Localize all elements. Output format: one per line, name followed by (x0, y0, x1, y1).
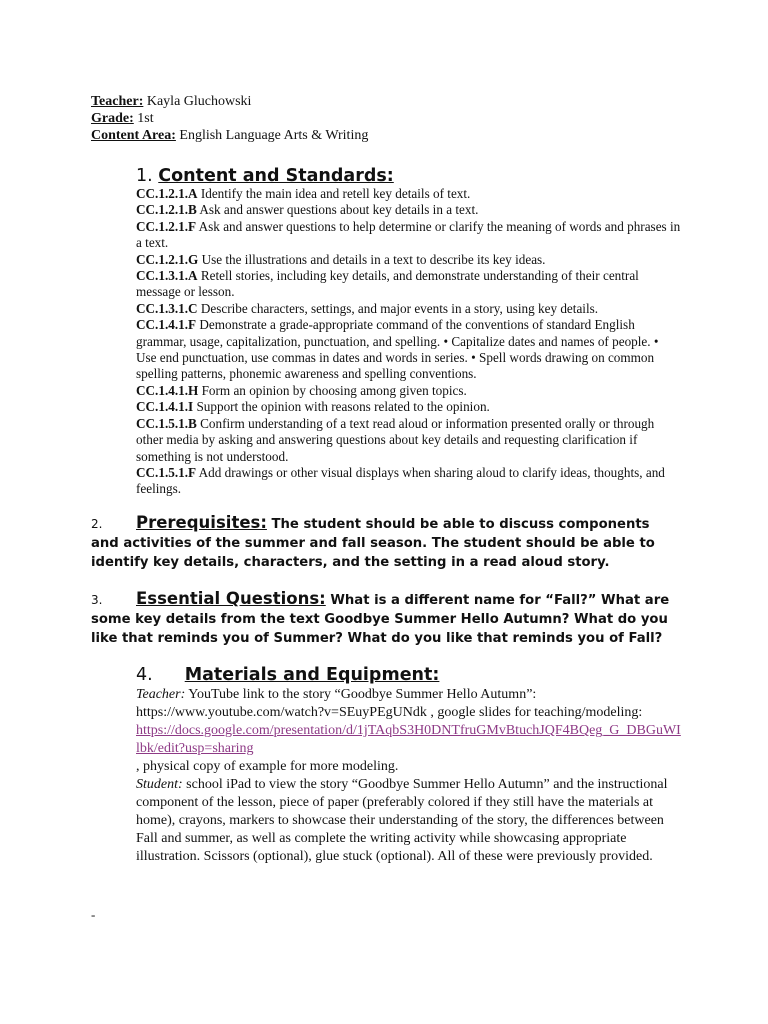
standard-code: CC.1.5.1.B (136, 415, 197, 431)
section-3-number: 3. (91, 593, 103, 607)
standard-code: CC.1.2.1.B (136, 202, 197, 218)
section-3-title: Essential Questions: (136, 589, 326, 608)
standard-code: CC.1.2.1.F (136, 218, 197, 234)
standard-item (136, 465, 681, 498)
section-4-title: Materials and Equipment: (184, 665, 440, 685)
teacher-line (91, 93, 368, 110)
section-2-number: 2. (91, 517, 103, 531)
materials-body (136, 686, 681, 866)
standard-text: Identify the main idea and retell key details of text. (197, 186, 471, 201)
student-materials (136, 776, 681, 866)
standard-code: CC.1.3.1.C (136, 300, 198, 316)
standard-code: CC.1.4.1.H (136, 382, 199, 398)
standard-item (136, 219, 681, 252)
standard-text: Support the opinion with reasons related to the opinion. (193, 399, 490, 415)
standard-code: CC.1.4.1.I (136, 399, 194, 415)
standard-text: Ask and answer questions to help determine or clarify the meaning of words and phrases in a text. (136, 218, 681, 251)
google-slides-link[interactable]: https://docs.google.com/presentation/d/1jTAqbS3H0DNTfruGMvBtuchJQF4BQeg_G_DBGuWIlbk/edit?usp=sharing (136, 723, 681, 756)
section-1-title: Content and Standards: (158, 166, 394, 186)
standard-item (136, 416, 681, 465)
section-1-heading (136, 165, 394, 187)
standard-code: CC.1.5.1.F (136, 464, 197, 480)
standard-text: Add drawings or other visual displays when sharing aloud to clarify ideas, thoughts, and feelings. (136, 464, 665, 497)
grade-line (91, 110, 368, 127)
standards-list (136, 186, 681, 498)
teacher-materials-text: YouTube link to the story “Goodbye Summer Hello Autumn”: https://www.youtube.com/watch?v=SEuyPEgUNdk , google slides for teaching/modeling: (136, 687, 643, 720)
section-4-heading (136, 664, 439, 686)
standard-item (136, 268, 681, 301)
grade-value: 1st (133, 111, 154, 126)
after-link-text: , physical copy of example for more modeling. (136, 759, 399, 774)
standard-code: CC.1.2.1.G (136, 251, 199, 267)
teacher-materials-label: Teacher: (136, 687, 186, 702)
section-3-essential-questions (91, 590, 681, 648)
footer-mark: - (91, 907, 96, 922)
teacher-materials (136, 686, 681, 776)
section-3-text: What is a different name for “Fall?” What are some key details from the text Goodbye Summer Hello Autumn? What do you like that reminds you of Summer? What do you like that reminds you of Fall? (91, 593, 670, 646)
standard-text: Demonstrate a grade-appropriate command of the conventions of standard English grammar, usage, capitalization, punctuation, and spelling. • Capitalize dates and names of people. • Use end punctuation, use commas in dates and words in series. • Spell words drawing on common spelling patterns, phonemic awareness and spelling conventions. (136, 317, 659, 382)
standard-item (136, 399, 681, 415)
section-4-number: 4. (136, 665, 153, 685)
standard-item (136, 317, 681, 383)
teacher-value: Kayla Gluchowski (143, 94, 252, 109)
standard-code: CC.1.3.1.A (136, 268, 198, 284)
content-area-line (91, 127, 368, 144)
student-materials-label: Student: (136, 777, 183, 792)
standard-item (136, 202, 681, 218)
standard-text: Ask and answer questions about key details in a text. (196, 202, 479, 218)
teacher-label: Teacher: (91, 94, 144, 109)
standard-item (136, 186, 681, 202)
standard-item (136, 252, 681, 268)
standard-text: Retell stories, including key details, and demonstrate understanding of their central message or lesson. (136, 268, 639, 300)
section-2-prerequisites (91, 514, 681, 572)
lesson-header (91, 93, 368, 144)
section-2-title: Prerequisites: (136, 513, 267, 532)
standard-code: CC.1.2.1.A (136, 186, 198, 201)
section-1-number: 1. (136, 166, 159, 186)
student-materials-text: school iPad to view the story “Goodbye Summer Hello Autumn” and the instructional component of the lesson, piece of paper (preferably colored if they still have the materials at home), crayons, markers to showcase their understanding of the story, the differences between Fall and summer, as well as complete the writing activity while showcasing appropriate illustration. Scissors (optional), glue stuck (optional). All of these were previously provided. (136, 777, 668, 864)
section-2-text: The student should be able to discuss components and activities of the summer and fall season. The student should be able to identify key details, characters, and the setting in a read aloud story. (91, 517, 655, 570)
grade-label: Grade: (91, 111, 134, 126)
standard-text: Describe characters, settings, and major events in a story, using key details. (197, 300, 599, 316)
content-area-value: English Language Arts & Writing (175, 128, 369, 143)
standard-text: Form an opinion by choosing among given topics. (198, 382, 467, 398)
standard-item (136, 301, 681, 317)
standard-item (136, 383, 681, 399)
standard-text: Confirm understanding of a text read aloud or information presented orally or through other media by asking and answering questions about key details and requesting clarification if something is not understood. (136, 415, 655, 464)
content-area-label: Content Area: (91, 128, 176, 143)
standard-text: Use the illustrations and details in a text to describe its key ideas. (198, 251, 546, 267)
standard-code: CC.1.4.1.F (136, 317, 197, 333)
